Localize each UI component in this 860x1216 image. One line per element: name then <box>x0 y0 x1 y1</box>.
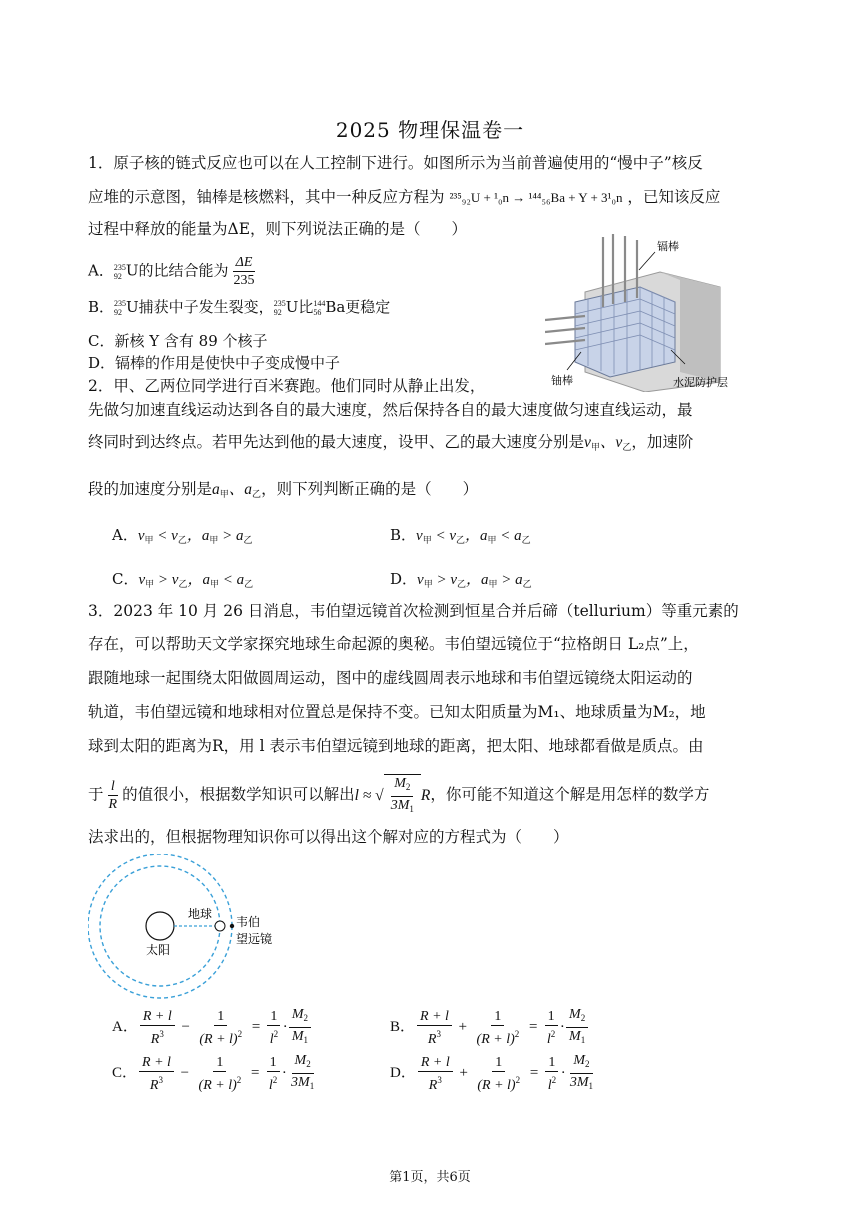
telescope-label: 韦伯 <box>236 915 261 929</box>
q2-option-a <box>112 524 253 551</box>
fraction-numerator: ΔE <box>233 254 256 272</box>
page-title: 2025 物理保温卷一 <box>335 118 525 142</box>
q1-option-d: D．镉棒的作用是使快中子变成慢中子 <box>88 354 341 372</box>
q2-option-a-expr: $v_甲 < v_乙$，$a_甲 > a_乙$ <box>137 528 253 545</box>
q2-line-3-text: 终同时到达终点。若甲先达到他的最大速度，设甲、乙的最大速度分别是 <box>88 433 585 451</box>
q1-option-a-fraction <box>231 254 258 289</box>
acceleration-symbols: $a_甲$、$a_乙$ <box>212 481 262 499</box>
q2-option-b-expr: $v_甲 < v_乙$，$a_甲 < a_乙$ <box>416 528 531 545</box>
q3-line-3: 跟随地球一起围绕太阳做圆周运动，图中的虚线圆周表示地球和韦伯望远镜绕太阳运动的 <box>88 669 693 687</box>
q1-option-b-text-1: U捕获中子发生裂变， <box>126 298 274 316</box>
q3-line-5: 球到太阳的距离为R，用 l 表示韦伯望远镜到地球的距离，把太阳、地球都看做是质点。由 <box>88 737 704 755</box>
fraction-denominator: 235 <box>233 273 255 288</box>
page-footer: 第1页，共6页 <box>389 1170 471 1185</box>
q3-line-6 <box>88 774 709 818</box>
u235-nuclide-symbol: 235 92 <box>114 299 127 317</box>
telescope-point <box>230 924 234 928</box>
q2-line-4-tail: ，则下列判断正确的是（ ） <box>261 480 479 498</box>
q1-option-a-text: U的比结合能为 <box>125 261 229 280</box>
q2-option-c <box>112 568 253 595</box>
uranium-rod-label: 铀棒 <box>551 374 573 387</box>
telescope-label-line2: 望远镜 <box>236 932 273 946</box>
reactor-diagram <box>545 232 755 392</box>
u235-nuclide-symbol: 235 92 <box>113 262 126 281</box>
q3-line-6-text: 于 <box>88 785 104 804</box>
q2-option-c-expr: $v_甲 > v_乙$，$a_甲 < a_乙$ <box>138 572 254 589</box>
earth <box>215 921 225 931</box>
q3-option-b: B． $\frac{R + l}{R^3}$ + $\frac{1}{(R + l)^2}$ = $\frac{1}{l^2}$ · $\frac{M_2}{M_1}$ <box>390 1006 590 1049</box>
q2-option-a-letter: A． <box>112 526 138 544</box>
sun-label: 太阳 <box>146 943 171 957</box>
q1-option-a-letter: A． <box>88 261 114 280</box>
q1-reaction-equation: ²³⁵₉₂U + ¹₀n → ¹⁴⁴₅₆Ba + Y + 3¹₀n <box>449 190 623 205</box>
q3-line-2: 存在，可以帮助天文学家探究地球生命起源的奥秘。韦伯望远镜位于“拉格朗日 L₂点”上， <box>88 635 699 653</box>
q2-line-3 <box>88 431 693 458</box>
q3-option-d: D． $\frac{R + l}{R^3}$ + $\frac{1}{(R + l)^2}$ = $\frac{1}{l^2}$ · $\frac{M_2}{3M_1}$ <box>390 1053 594 1093</box>
q2-line-1: 2．甲、乙两位同学进行百米赛跑。他们同时从静止出发， <box>88 377 486 395</box>
ba144-nuclide-symbol: 144 56 <box>313 299 326 317</box>
q2-line-4 <box>88 478 478 505</box>
q1-option-b-letter: B． <box>88 298 115 316</box>
q1-option-b-text-3: Ba更稳定 <box>325 298 391 316</box>
q1-option-b-text-2: U比 <box>285 298 314 316</box>
q2-option-d <box>390 568 532 595</box>
q2-line-2: 先做匀加速直线运动达到各自的最大速度，然后保持各自的最大速度做匀速直线运动，最 <box>88 401 693 419</box>
q3-option-d-letter: D． <box>390 1064 416 1081</box>
q3-option-c-letter: C． <box>112 1064 138 1081</box>
q1-option-a <box>88 254 260 289</box>
q2-line-4-text: 段的加速度分别是 <box>88 480 213 498</box>
q3-option-a-letter: A． <box>112 1018 138 1035</box>
concrete-layer-label: 水泥防护层 <box>673 376 728 389</box>
q1-option-b <box>88 296 390 318</box>
cadmium-rod-label: 镉棒 <box>657 240 679 253</box>
q3-line-1: 3．2023 年 10 月 26 日消息，韦伯望远镜首次检测到恒星合并后碲（tellurium）等重元素的 <box>88 602 739 620</box>
u235-nuclide-symbol: 235 92 <box>273 299 286 317</box>
q2-option-b-letter: B． <box>390 526 417 544</box>
q3-line-7: 法求出的，但根据物理知识你可以得出这个解对应的方程式为（ ） <box>88 828 569 846</box>
q3-line-4: 轨道，韦伯望远镜和地球相对位置总是保持不变。已知太阳质量为M₁、地球质量为M₂，地 <box>88 703 706 721</box>
q1-line-1: 1．原子核的链式反应也可以在人工控制下进行。如图所示为当前普遍使用的“慢中子”核反 <box>88 154 703 172</box>
q3-line-6-tail: ，你可能不知道这个解是用怎样的数学方 <box>430 785 710 804</box>
velocity-symbols: $v_甲$、$v_乙$ <box>584 434 632 452</box>
q2-option-b <box>390 524 531 551</box>
q2-line-3-tail: ，加速阶 <box>631 433 694 451</box>
q1-line-2-text: 应堆的示意图，铀棒是核燃料，其中一种反应方程为 <box>88 188 445 206</box>
sun <box>146 912 174 940</box>
q2-option-c-letter: C． <box>112 570 139 588</box>
q3-option-a: A． $\frac{R + l}{R^3}$ − $\frac{1}{(R + l)^2}$ = $\frac{1}{l^2}$ · $\frac{M_2}{M_1}$ <box>112 1006 313 1049</box>
q3-option-c: C． $\frac{R + l}{R^3}$ − $\frac{1}{(R + l)^2}$ = $\frac{1}{l^2}$ · $\frac{M_2}{3M_1}$ <box>112 1053 315 1093</box>
q1-line-2 <box>88 186 720 209</box>
orbit-diagram <box>88 854 288 1004</box>
q1-line-2-tail: ，已知该反应 <box>627 188 721 206</box>
q3-option-b-letter: B． <box>390 1018 416 1035</box>
approximation-formula: l ≈ √ $\frac{M_2}{3M_1}$ R <box>355 787 431 804</box>
l-over-r-fraction: $\frac{l}{R}$ <box>108 779 118 813</box>
q2-option-d-expr: $v_甲 > v_乙$，$a_甲 > a_乙$ <box>417 572 532 589</box>
q3-line-6-mid: 的值很小，根据数学知识可以解出 <box>122 785 355 804</box>
q1-option-c: C．新核 Y 含有 89 个核子 <box>88 332 268 350</box>
q2-option-d-letter: D． <box>390 570 418 588</box>
q1-line-3: 过程中释放的能量为ΔE，则下列说法正确的是（ ） <box>88 220 468 238</box>
earth-label: 地球 <box>188 907 213 921</box>
